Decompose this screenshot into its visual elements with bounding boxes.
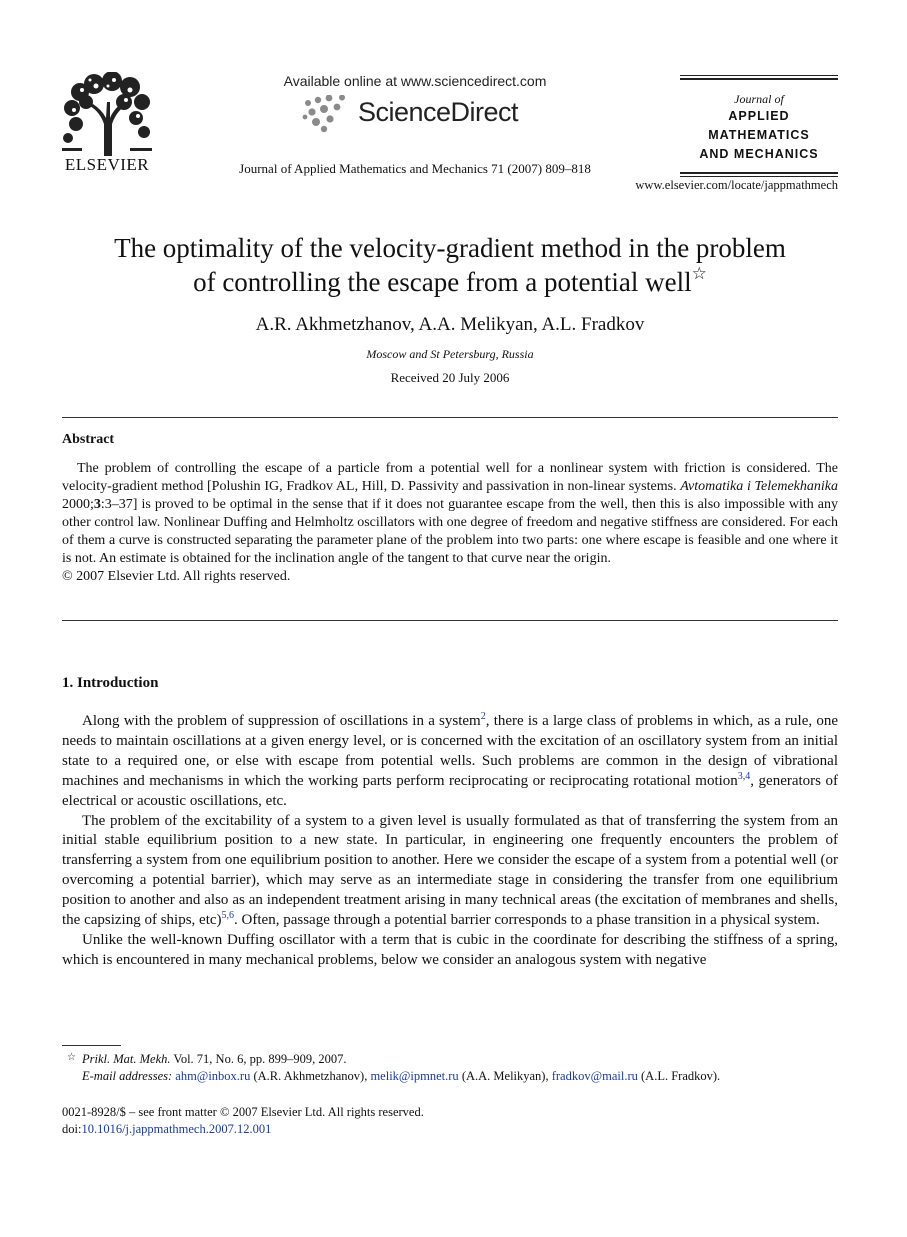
journal-box [680,75,838,177]
abstract-heading: Abstract [62,432,115,447]
abstract-text: :3–37] is proved to be optimal in the sense that if it does not guarantee escape from the well, then this is also impossible with any other control law. Nonlinear Duffing and Helmholtz oscillators with one degree of freedom and negative stiffness are considered. For each of them a curve is constructed separating the parameter plane of the problem into two parts: one where escape is feasible and one where it is not. An estimate is obtained for the inclination angle of the tangent to that curve near the origin. [62,497,838,566]
tree-icon [60,72,154,156]
divider [62,620,838,621]
divider [680,172,838,174]
doi-line [62,1121,838,1138]
title-footnote-star[interactable]: ☆ [691,264,707,283]
sciencedirect-dots-icon [300,95,362,133]
journal-box-title-line: APPLIED [728,109,790,123]
journal-url[interactable]: www.elsevier.com/locate/jappmathmech [635,178,838,192]
intro-paragraph-3: Unlike the well-known Duffing oscillator with a term that is cubic in the coordinate for describing the stiffness of a spring, which is encountered in many mechanical problems, below we consider an analogous system with negative [62,931,838,968]
article-title [60,231,840,299]
reference-link[interactable]: 3,4 [737,770,751,782]
issn-line: 0021-8928/$ – see front matter © 2007 Elsevier Ltd. All rights reserved. [62,1105,424,1119]
affiliation: Moscow and St Petersburg, Russia [366,347,534,361]
doi-link[interactable]: 10.1016/j.jappmathmech.2007.12.001 [81,1122,272,1136]
doi-label: doi: [62,1122,82,1136]
footnote-journal: Prikl. Mat. Mekh. [82,1052,171,1066]
email-owner: (A.A. Melikyan), [458,1069,552,1083]
journal-citation: Journal of Applied Mathematics and Mechanics 71 (2007) 809–818 [239,161,591,176]
abstract-text: 2000; [62,497,94,512]
received-date: Received 20 July 2006 [390,370,510,385]
title-line-2: of controlling the escape from a potential well [193,267,692,297]
journal-box-journal-of: Journal of [734,92,784,106]
section-heading: 1. Introduction [62,675,159,691]
sciencedirect-logo[interactable] [300,93,540,133]
publisher-name: ELSEVIER [64,155,150,174]
divider [680,75,838,76]
email-link[interactable]: fradkov@mail.ru [551,1069,638,1083]
journal-box-title-line: AND MECHANICS [699,147,819,161]
abstract-journal: Avtomatika i Telemekhanika [680,479,838,494]
footnote-source [62,1051,838,1068]
paragraph-text: . Often, passage through a potential barrier corresponds to a phase transition in a physical system. [234,912,820,929]
authors: A.R. Akhmetzhanov, A.A. Melikyan, A.L. Fradkov [255,314,645,335]
abstract-text: The problem of controlling the escape of a particle from a potential well for a nonlinear system with friction is considered. The velocity-gradient method [Polushin IG, Fradkov AL, Hill, D. Passivity and passivation in non-linear systems. [62,461,838,494]
divider [680,78,838,80]
intro-paragraph-2 [62,812,838,931]
paragraph-text: Along with the problem of suppression of oscillations in a system [82,713,481,729]
email-link[interactable]: melik@ipmnet.ru [370,1069,459,1083]
email-owner: (A.L. Fradkov). [637,1069,721,1083]
email-label: E-mail addresses: [82,1069,173,1083]
front-matter [62,1104,838,1138]
divider [62,417,838,418]
sciencedirect-wordmark: ScienceDirect [358,97,519,127]
abstract-volume: 3 [93,497,101,512]
paragraph-text: The problem of the excitability of a system to a given level is usually formulated as that of transferring the system from an initial stable equilibrium position to a new state. In particular, in engineering one frequently encounters the problem of transferring a system from one equilibrium position to another. Here we consider the escape of a system from a potential well (or overcoming a potential barrier), which may serve as an intermediate stage in considering the transfer from one equilibrium position to another and also as an independent treatment arising in many technical areas (the excitation of membranes and shells, the capsizing of ships, etc) [62,812,838,929]
email-link[interactable]: ahm@inbox.ru [175,1069,251,1083]
available-online[interactable]: Available online at www.sciencedirect.com [283,73,547,89]
abstract-copyright: © 2007 Elsevier Ltd. All rights reserved. [62,569,291,584]
footnote-emails [62,1068,838,1085]
divider [680,176,838,177]
title-line-1: The optimality of the velocity-gradient method in the problem [114,233,786,263]
abstract-body [62,460,838,586]
intro-paragraph-1 [62,712,838,812]
footnotes [62,1051,838,1085]
paragraph-text: , there is a large class of problems in which, as a rule, one needs to maintain oscillations at a given energy level, or is concerned with the excitation of an oscillatory system from an initial state to a required one, or else with escape from potential wells. Such problems are common in the design of vibrational machines and mechanisms in which the working parts perform reciprocating or reciprocating rotational motion [62,713,838,789]
footnote-text: Vol. 71, No. 6, pp. 899–909, 2007. [170,1052,347,1066]
reference-link[interactable]: 2 [480,711,486,722]
intro-body [62,712,838,971]
journal-box-title-line: MATHEMATICS [708,128,810,142]
abstract-paragraph [62,460,838,568]
footnote-star: ☆ [67,1052,76,1063]
email-owner: (A.R. Akhmetzhanov), [250,1069,371,1083]
footnote-divider [62,1045,121,1046]
reference-link[interactable]: 5,6 [221,910,235,922]
paragraph-text: , generators of electrical or acoustic oscillations, etc. [62,772,838,809]
